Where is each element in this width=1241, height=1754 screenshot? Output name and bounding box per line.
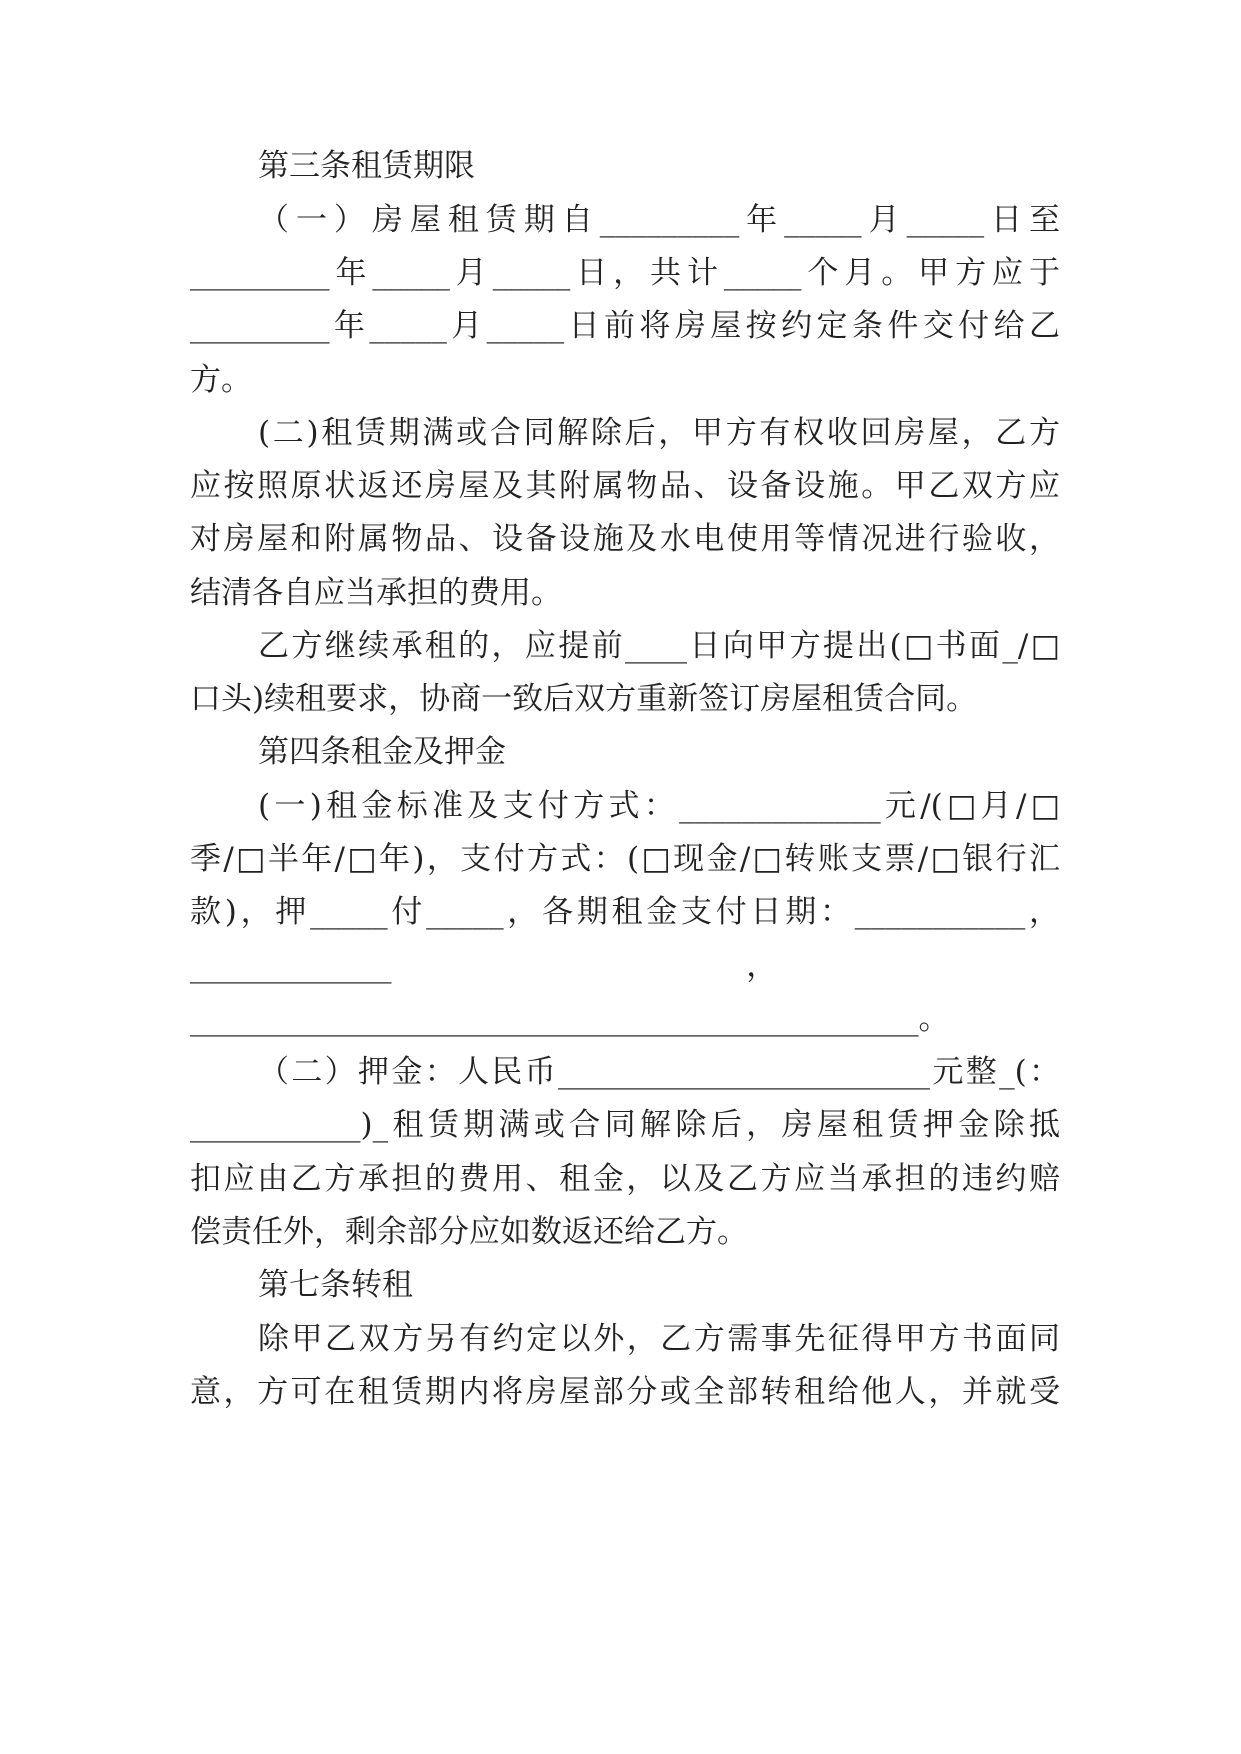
paragraph-line: _______________________________________________。 [190,1001,950,1037]
paragraph-line: _________年_____月_____日，共计_____个月。甲方应于 [190,255,1060,291]
heading-article-3: 第三条租赁期限 [258,148,475,184]
paragraph-line: 意，方可在租赁期内将房屋部分或全部转租给他人，并就受 [190,1374,1060,1410]
paragraph-line: 除甲乙双方另有约定以外，乙方需事先征得甲方书面同 [258,1321,1060,1357]
paragraph-line: （一）房屋租赁期自_________年_____月_____日至 [258,202,1060,238]
paragraph-line: 对房屋和附属物品、设备设施及水电使用等情况进行验收， [190,521,1060,557]
paragraph-line: 款)，押_____付_____，各期租金支付日期：___________， [190,894,1060,930]
paragraph-line: 应按照原状返还房屋及其附属物品、设备设施。甲乙双方应 [190,468,1060,504]
paragraph-line: (二)租赁期满或合同解除后，甲方有权收回房屋，乙方 [258,415,1060,451]
paragraph-line: 扣应由乙方承担的费用、租金，以及乙方应当承担的违约赔 [190,1161,1060,1197]
paragraph-line: 乙方继续承租的，应提前____日向甲方提出(□书面_/□ [258,628,1060,664]
heading-article-7: 第七条转租 [258,1267,413,1303]
paragraph-line: 方。 [190,362,252,398]
paragraph-line: 偿责任外，剩余部分应如数返还给乙方。 [190,1214,748,1250]
paragraph-line: ___________)_租赁期满或合同解除后，房屋租赁押金除抵 [190,1107,1060,1143]
heading-article-4: 第四条租金及押金 [258,734,506,770]
paragraph-line: （二）押金：人民币________________________元整_(： [258,1054,1060,1090]
paragraph-line: (一)租金标准及支付方式：_____________元/(□月/□ [258,788,1060,824]
paragraph-line: _________年_____月_____日前将房屋按约定条件交付给乙 [190,308,1060,344]
paragraph-line: 季/□半年/□年)，支付方式：(□现金/□转账支票/□银行汇 [190,841,1060,877]
paragraph-line: _____________ ， [190,948,778,984]
paragraph-line: 口头)续租要求，协商一致后双方重新签订房屋租赁合同。 [190,681,978,717]
paragraph-line: 结清各自应当承担的费用。 [190,575,562,611]
